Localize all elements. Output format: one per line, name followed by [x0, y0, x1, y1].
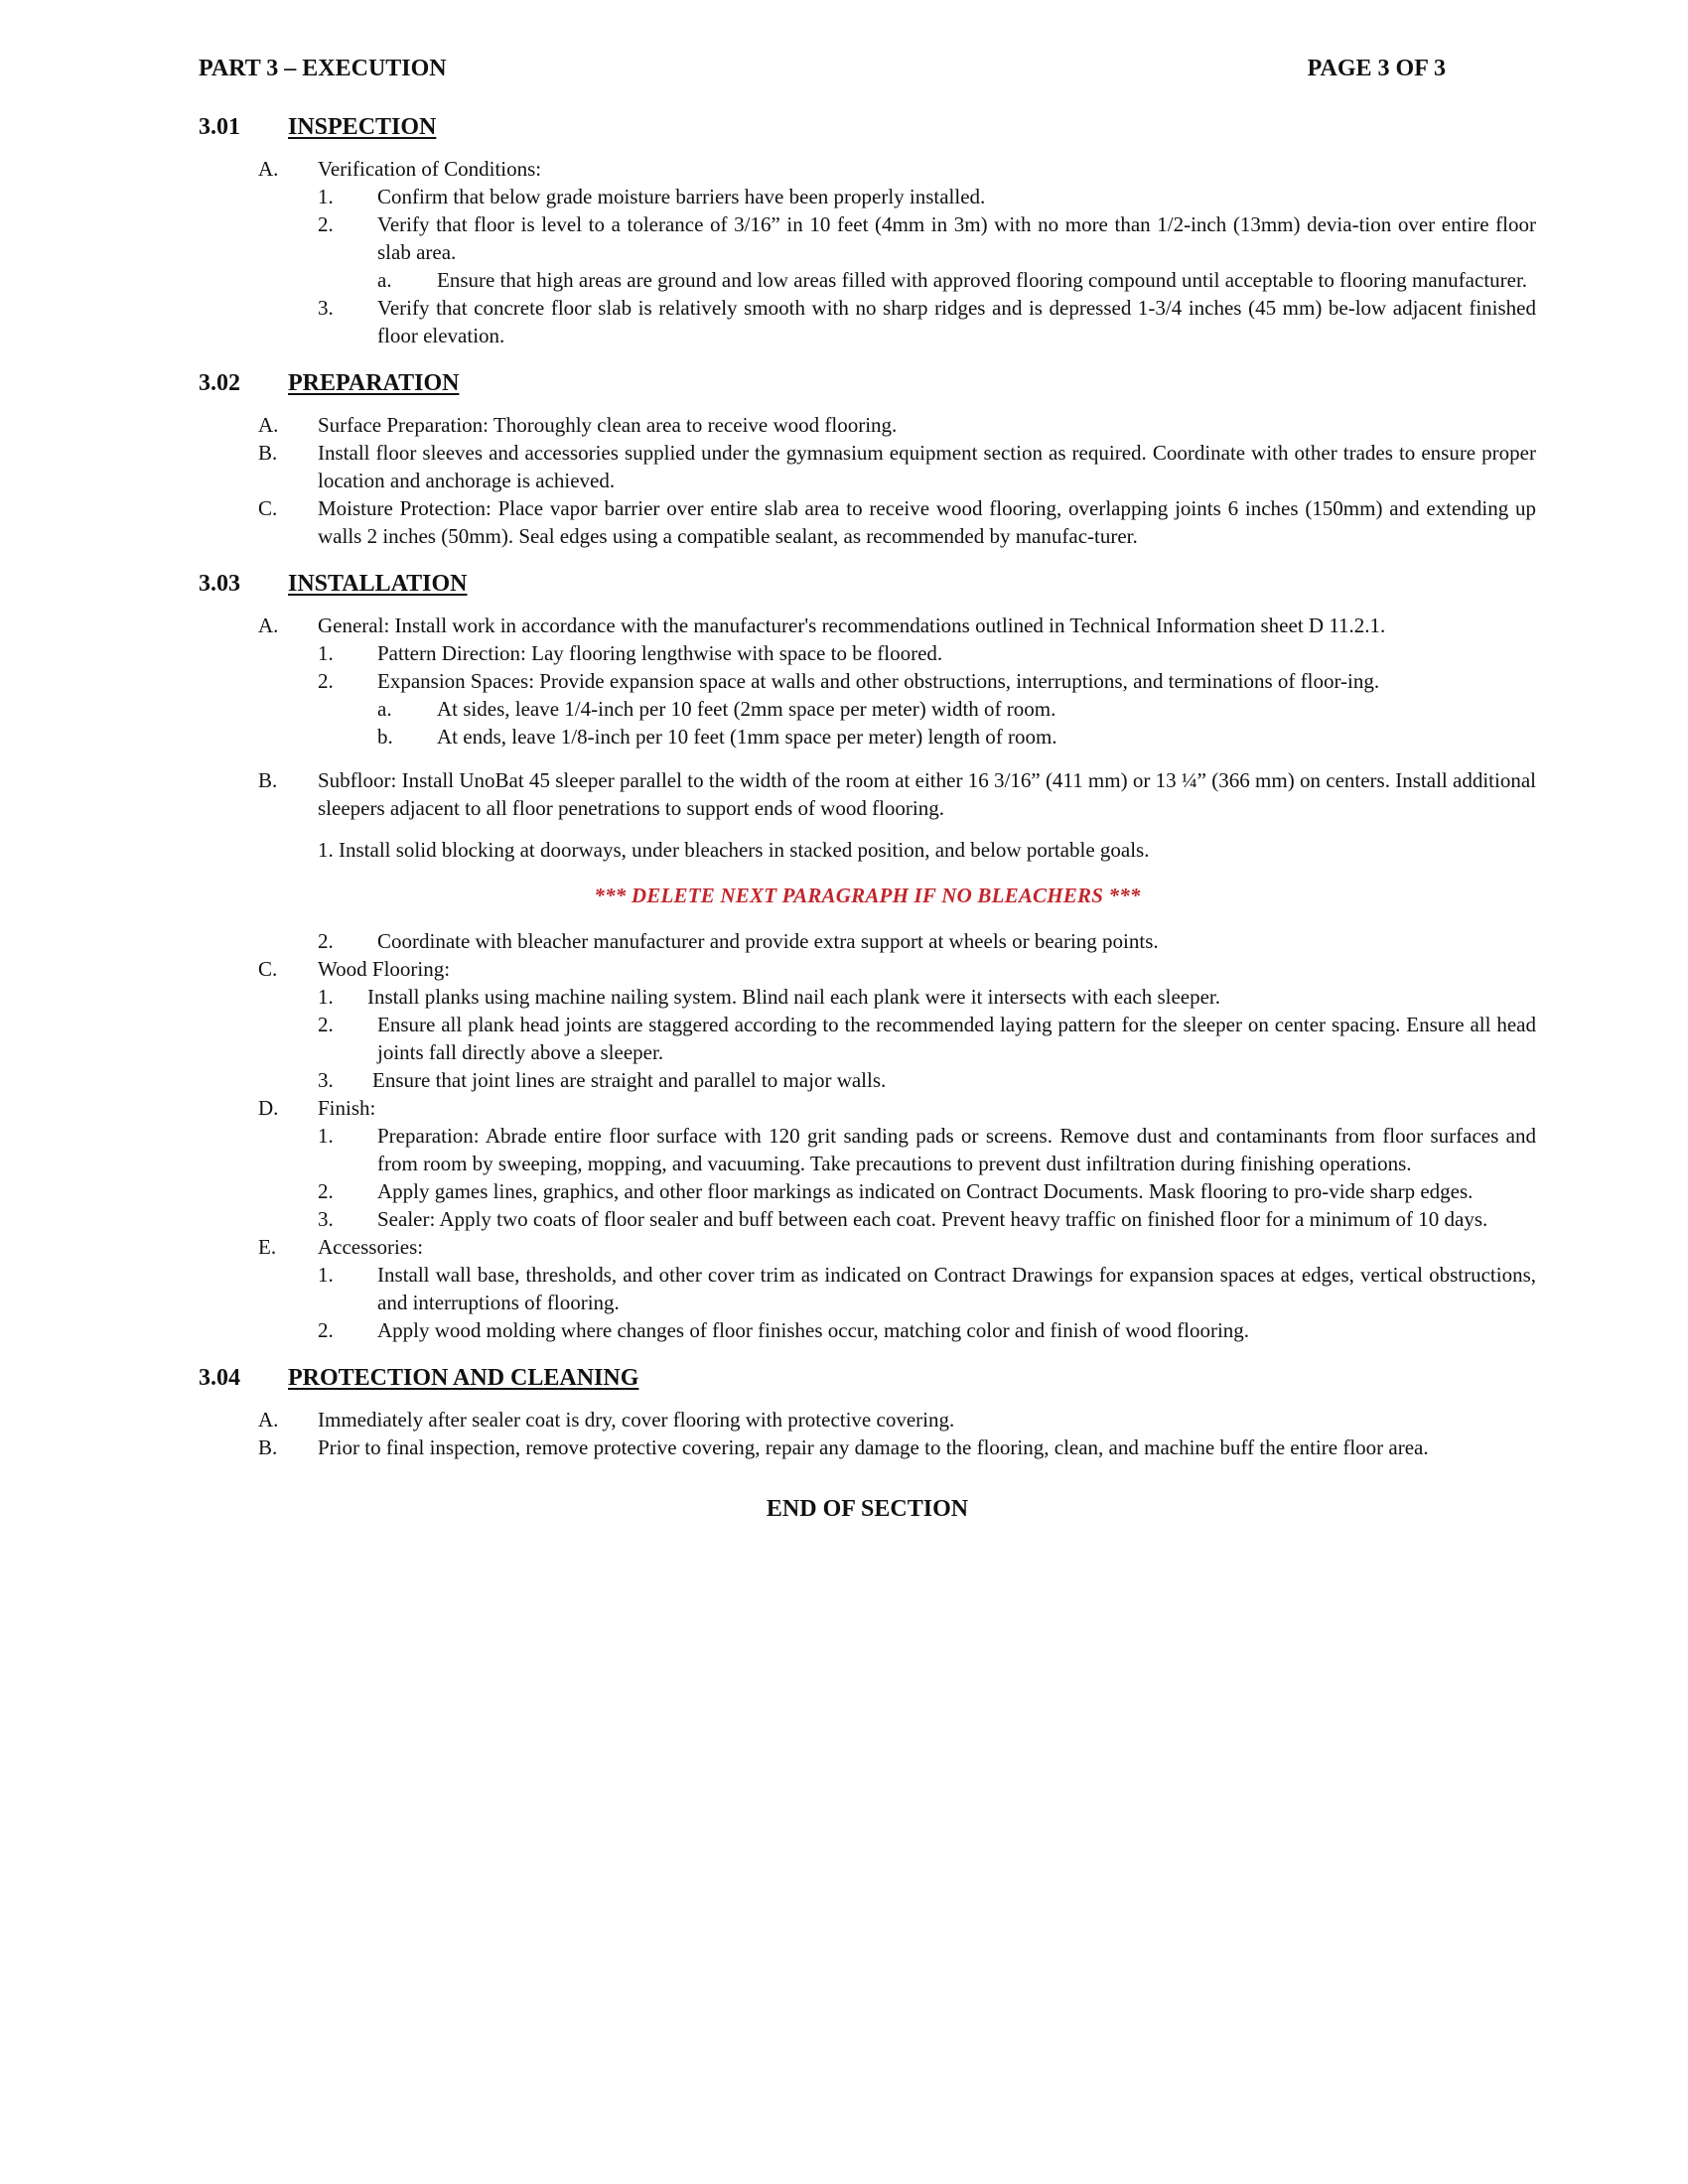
list-item	[199, 667, 1536, 695]
list-item	[199, 1316, 1536, 1344]
list-marker: 2.	[318, 1013, 334, 1036]
list-item-text: Verify that concrete floor slab is relatively smooth with no sharp ridges and is depressed 1-3/4 inches (45 mm) be-low adjacent finished floor elevation.	[377, 296, 1536, 347]
list-item-text: Pattern Direction: Lay flooring lengthwise with space to be floored.	[377, 641, 943, 665]
list-item	[199, 1122, 1536, 1177]
list-item	[199, 983, 1536, 1011]
list-item-text: Verification of Conditions:	[318, 157, 542, 181]
list-item-text: Ensure all plank head joints are staggered according to the recommended laying pattern for the sleeper on center spacing. Ensure all head joints fall directly above a sleeper.	[377, 1013, 1536, 1064]
list-marker: 1.	[318, 185, 334, 208]
list-item-text: Moisture Protection: Place vapor barrier over entire slab area to receive wood flooring, overlapping joints 6 inches (150mm) and extending up walls 2 inches (50mm). Seal edges using a compatible sealant, as recommended by manufac-turer.	[318, 496, 1536, 548]
list-marker: B.	[258, 1435, 278, 1459]
list-item-text: Ensure that high areas are ground and low areas filled with approved flooring compound until acceptable to flooring manufacturer.	[437, 268, 1528, 292]
list-item-text: Expansion Spaces: Provide expansion space at walls and other obstructions, interruptions, and terminations of floor-ing.	[377, 669, 1380, 693]
section-title-part: PROTECTION AND CLEANING	[288, 1365, 639, 1391]
list-item-text: Install planks using machine nailing system. Blind nail each plank were it intersects with each sleeper.	[367, 985, 1221, 1009]
list-item	[199, 695, 1536, 723]
section-title-part: 3.02	[199, 370, 240, 396]
list-item	[199, 766, 1536, 822]
list-item	[199, 1094, 1536, 1122]
section-title-part: PREPARATION	[288, 370, 460, 396]
list-item-text: Subfloor: Install UnoBat 45 sleeper parallel to the width of the room at either 16 3/16” (411 mm) or 13 ¼” (366 mm) on centers. Install additional sleepers adjacent to all floor penetrations to support ends of wood flooring.	[318, 768, 1536, 820]
section-title	[199, 1362, 1536, 1394]
section-title-part: 3.03	[199, 571, 240, 597]
list-item	[199, 411, 1536, 439]
list-marker: a.	[377, 268, 392, 292]
list-marker: 2.	[318, 669, 334, 693]
list-item-text: Immediately after sealer coat is dry, cover flooring with protective covering.	[318, 1408, 955, 1432]
list-marker: 1.	[318, 1124, 334, 1148]
section-title-part: 3.04	[199, 1365, 240, 1391]
part-heading: PART 3 – EXECUTION	[199, 56, 447, 81]
list-marker: A.	[258, 614, 279, 637]
list-marker: A.	[258, 413, 279, 437]
section-title-part: INSPECTION	[288, 114, 437, 140]
list-item	[199, 1011, 1536, 1066]
section-preparation	[199, 367, 1536, 550]
list-item	[199, 294, 1536, 349]
section-inspection	[199, 111, 1536, 349]
list-marker: b.	[377, 725, 393, 749]
list-item	[199, 1261, 1536, 1316]
list-marker: 2.	[318, 1318, 334, 1342]
list-marker: 3.	[318, 1068, 334, 1092]
list-item	[199, 210, 1536, 266]
section-installation	[199, 568, 1536, 1344]
list-marker: 2.	[318, 1179, 334, 1203]
section-title	[199, 367, 1536, 399]
list-item-text: Verify that floor is level to a tolerance of 3/16” in 10 feet (4mm in 3m) with no more than 1/2-inch (13mm) devia-tion over entire floor slab area.	[377, 212, 1536, 264]
list-item	[199, 612, 1536, 639]
list-marker: B.	[258, 768, 278, 792]
list-item	[199, 1177, 1536, 1205]
list-item	[199, 1205, 1536, 1233]
section-protection-cleaning	[199, 1362, 1536, 1461]
list-item-text: Ensure that joint lines are straight and parallel to major walls.	[372, 1068, 887, 1092]
list-item-text: Install wall base, thresholds, and other cover trim as indicated on Contract Drawings for expansion spaces at edges, vertical obstructions, and interruptions of flooring.	[377, 1263, 1536, 1314]
list-item	[199, 1406, 1536, 1433]
list-marker: 2.	[318, 212, 334, 236]
list-item	[199, 183, 1536, 210]
list-item	[199, 927, 1536, 955]
list-item-text: Install floor sleeves and accessories supplied under the gymnasium equipment section as required. Coordinate with other trades to ensure proper location and anchorage is achieved.	[318, 441, 1536, 492]
list-item	[199, 723, 1536, 751]
list-marker: C.	[258, 957, 278, 981]
list-item	[199, 1233, 1536, 1261]
list-item-text: Finish:	[318, 1096, 376, 1120]
list-marker: A.	[258, 1408, 279, 1432]
list-item-text: General: Install work in accordance with the manufacturer's recommendations outlined in Technical Information sheet D 11.2.1.	[318, 614, 1386, 637]
list-marker: 3.	[318, 296, 334, 320]
page-number: PAGE 3 OF 3	[1307, 56, 1446, 81]
list-marker: 1.	[318, 641, 334, 665]
delete-paragraph-note: *** DELETE NEXT PARAGRAPH IF NO BLEACHERS ***	[594, 884, 1141, 907]
list-item-text: Apply wood molding where changes of floor finishes occur, matching color and finish of wood flooring.	[377, 1318, 1250, 1342]
list-item	[199, 955, 1536, 983]
list-marker: C.	[258, 496, 278, 520]
section-title	[199, 111, 1536, 143]
list-marker: a.	[377, 697, 392, 721]
list-item	[199, 266, 1536, 294]
section-title-part: INSTALLATION	[288, 571, 468, 597]
list-marker: A.	[258, 157, 279, 181]
list-item-text: Preparation: Abrade entire floor surface with 120 grit sanding pads or screens. Remove dust and contaminants from floor surfaces and from room by sweeping, mopping, and vacuuming. Take precautions to prevent dust infiltration during finishing operations.	[377, 1124, 1536, 1175]
list-item-text: Apply games lines, graphics, and other floor markings as indicated on Contract Documents. Mask flooring to pro-vide sharp edges.	[377, 1179, 1474, 1203]
list-item	[199, 439, 1536, 494]
list-item	[199, 639, 1536, 667]
section-title-part: 3.01	[199, 114, 240, 140]
list-marker: 1.	[318, 985, 334, 1009]
list-marker: 2.	[318, 929, 334, 953]
end-of-section: END OF SECTION	[766, 1496, 969, 1522]
list-item-text: Prior to final inspection, remove protective covering, repair any damage to the flooring, clean, and machine buff the entire floor area.	[318, 1435, 1429, 1459]
list-marker: 3.	[318, 1207, 334, 1231]
list-item-text: Surface Preparation: Thoroughly clean area to receive wood flooring.	[318, 413, 898, 437]
section-title	[199, 568, 1536, 600]
list-item: 1. Install solid blocking at doorways, under bleachers in stacked position, and below portable goals.	[318, 838, 1150, 862]
list-marker: B.	[258, 441, 278, 465]
spec-content	[199, 111, 1536, 1523]
list-item	[199, 1433, 1536, 1461]
list-item	[199, 494, 1536, 550]
list-item-text: Wood Flooring:	[318, 957, 451, 981]
list-item	[199, 155, 1536, 183]
list-item	[199, 1066, 1536, 1094]
list-marker: E.	[258, 1235, 277, 1259]
list-marker: 1.	[318, 1263, 334, 1287]
list-item-text: Accessories:	[318, 1235, 424, 1259]
list-item-text: At ends, leave 1/8-inch per 10 feet (1mm space per meter) length of room.	[437, 725, 1057, 749]
list-item-text: Coordinate with bleacher manufacturer and provide extra support at wheels or bearing points.	[377, 929, 1159, 953]
list-item-text: Sealer: Apply two coats of floor sealer and buff between each coat. Prevent heavy traffic on finished floor for a minimum of 10 days.	[377, 1207, 1488, 1231]
list-item-text: At sides, leave 1/4-inch per 10 feet (2mm space per meter) width of room.	[437, 697, 1056, 721]
list-marker: D.	[258, 1096, 279, 1120]
list-item-text: Confirm that below grade moisture barriers have been properly installed.	[377, 185, 986, 208]
